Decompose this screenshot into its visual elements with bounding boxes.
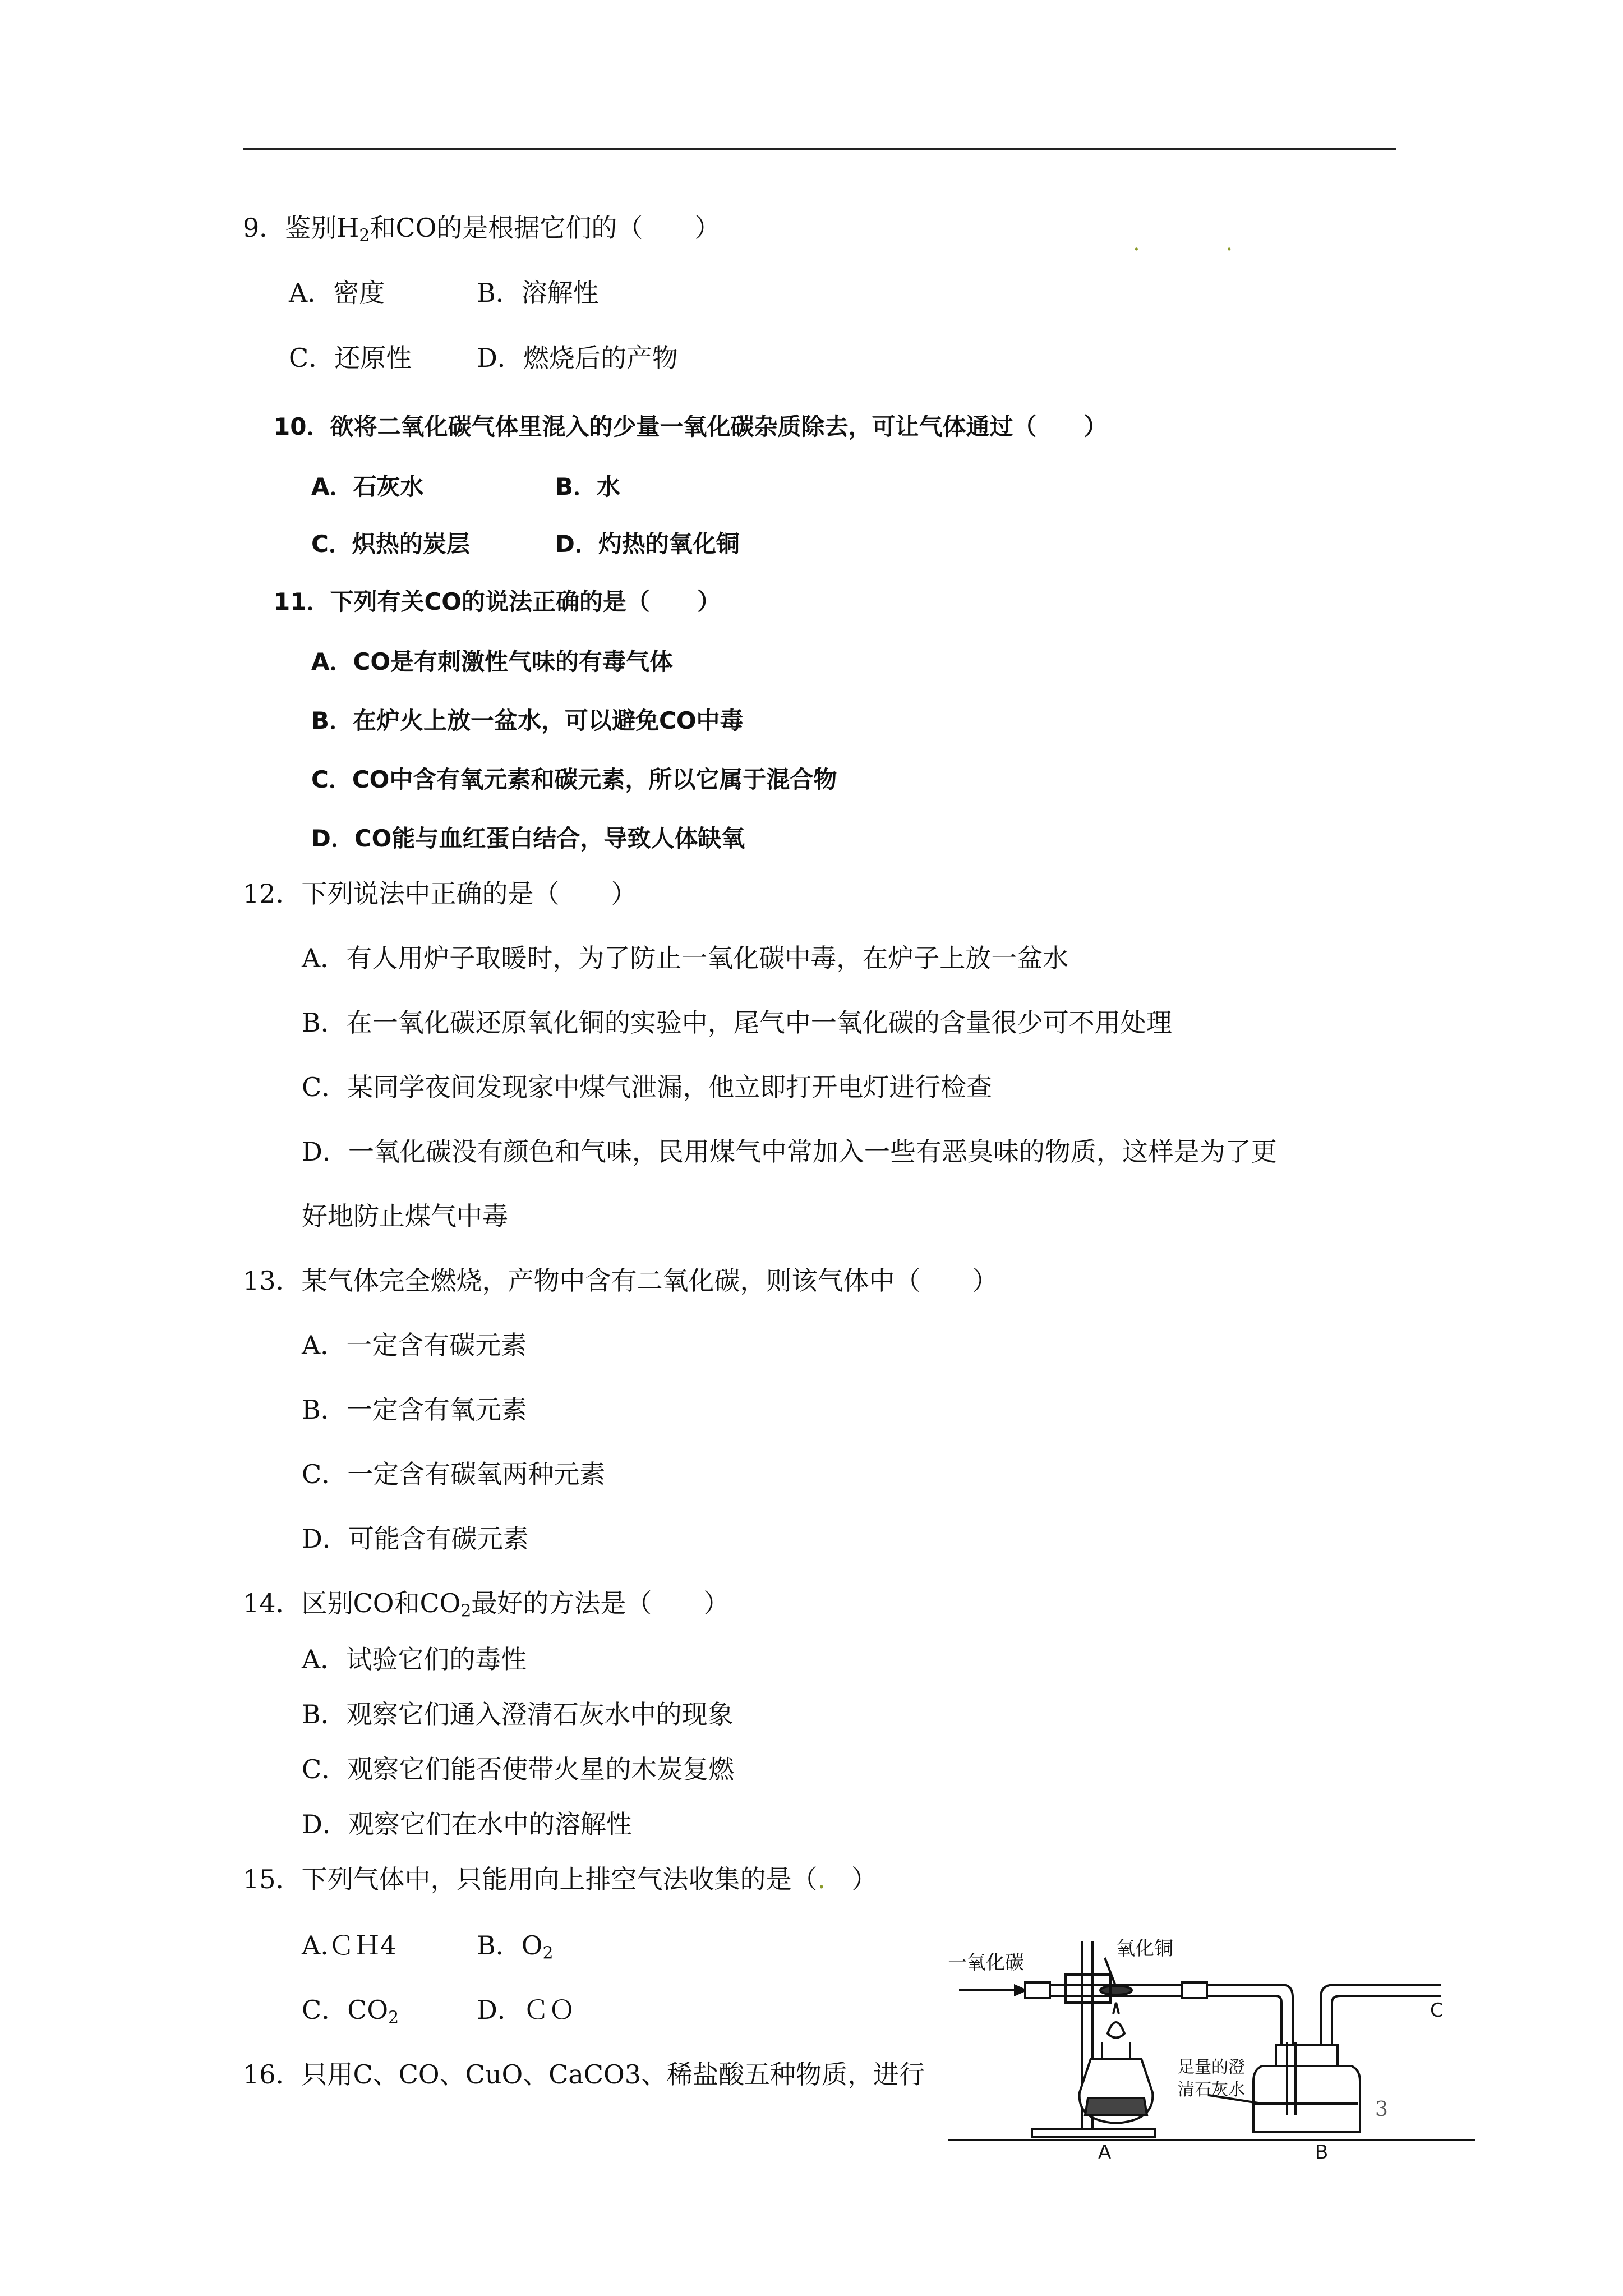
- q11-option-b: B．在炉火上放一盆水，可以避免CO中毒: [311, 707, 744, 734]
- q10-option-b: B．水: [555, 473, 621, 500]
- q12-option-a: A．有人用炉子取暖时，为了防止一氧化碳中毒，在炉子上放一盆水: [302, 943, 1069, 973]
- q15-options-row2: [302, 1994, 694, 2026]
- label-c: C: [1430, 1999, 1444, 2022]
- q13-option-a: A．一定含有碳元素: [302, 1330, 527, 1360]
- q10-options-row2: [311, 528, 872, 560]
- q15-option-c: C．$CO_2$: [302, 1995, 399, 2028]
- q15-option-b: B．$O_2$: [477, 1930, 554, 1963]
- q13-option-c: C．一定含有碳氧两种元素: [302, 1459, 606, 1489]
- label-b: B: [1315, 2141, 1329, 2160]
- q12-option-d-line2: 好地防止煤气中毒: [302, 1201, 508, 1231]
- label-limewater-1: 足量的澄: [1178, 2058, 1245, 2077]
- q10-option-c: C．炽热的炭层: [311, 530, 470, 558]
- q9-options-row2: [289, 342, 794, 374]
- q10-option-a: A．石灰水: [311, 473, 424, 500]
- q12-option-c: C．某同学夜间发现家中煤气泄漏，他立即打开电灯进行检查: [302, 1072, 993, 1102]
- q13-option-d: D．可能含有碳元素: [302, 1524, 529, 1554]
- label-a: A: [1098, 2141, 1112, 2160]
- label-limewater-2: 清石灰水: [1178, 2080, 1245, 2100]
- q12-stem: 12．下列说法中正确的是（ ）: [243, 878, 637, 909]
- q9-option-d: D．燃烧后的产物: [477, 343, 678, 373]
- q14-option-d: D．观察它们在水中的溶解性: [302, 1809, 632, 1839]
- q9-options-row1: [289, 277, 794, 309]
- header-rule: [243, 148, 1396, 150]
- page-number: 3: [1375, 2098, 1388, 2121]
- label-cuo: 氧化铜: [1116, 1938, 1173, 1960]
- q12-option-b: B．在一氧化碳还原氧化铜的实验中，尾气中一氧化碳的含量很少可不用处理: [302, 1007, 1172, 1038]
- q9-option-c: C．还原性: [289, 343, 412, 373]
- q13-option-b: B．一定含有氧元素: [302, 1395, 527, 1425]
- q15-option-a: A.ＣＨ4: [302, 1930, 397, 1961]
- q11-stem: 11．下列有关CO的说法正确的是（ ）: [274, 588, 721, 615]
- q14-stem: 14．区别CO和$CO_2$最好的方法是（ ）: [243, 1588, 730, 1621]
- q15-options-row1: [302, 1930, 694, 1961]
- q9-stem: 9．鉴别$H_2$和CO的是根据它们的（ ）: [243, 213, 721, 246]
- label-co: 一氧化碳: [948, 1952, 1024, 1974]
- q15-stem: 15．下列气体中，只能用向上排空气法收集的是（. ）: [243, 1864, 878, 1894]
- q15-option-d: D．ＣＯ: [477, 1995, 575, 2025]
- q16-stem: 16．只用C、CO、CuO、CaCO3、稀盐酸五种物质，进行: [243, 2059, 925, 2090]
- q10-stem: 10．欲将二氧化碳气体里混入的少量一氧化碳杂质除去，可让气体通过（ ）: [274, 413, 1108, 440]
- q14-option-b: B．观察它们通入澄清石灰水中的现象: [302, 1699, 734, 1729]
- q10-options-row1: [311, 471, 816, 503]
- apparatus-diagram: [948, 1924, 1481, 2160]
- q9-option-b: B．溶解性: [477, 278, 599, 308]
- q9-stray-dots: . .: [1133, 230, 1272, 256]
- q11-option-a: A．CO是有刺激性气味的有毒气体: [311, 648, 674, 675]
- q11-option-d: D．CO能与血红蛋白结合，导致人体缺氧: [311, 825, 745, 852]
- q11-option-c: C．CO中含有氧元素和碳元素，所以它属于混合物: [311, 766, 837, 793]
- q14-option-c: C．观察它们能否使带火星的木炭复燃: [302, 1754, 735, 1784]
- q12-option-d-line1: D．一氧化碳没有颜色和气味，民用煤气中常加入一些有恶臭味的物质，这样是为了更: [302, 1137, 1277, 1167]
- q14-option-a: A．试验它们的毒性: [302, 1644, 527, 1674]
- q9-option-a: A．密度: [289, 278, 385, 308]
- q13-stem: 13．某气体完全燃烧，产物中含有二氧化碳，则该气体中（ ）: [243, 1266, 998, 1296]
- q10-option-d: D．灼热的氧化铜: [555, 530, 740, 558]
